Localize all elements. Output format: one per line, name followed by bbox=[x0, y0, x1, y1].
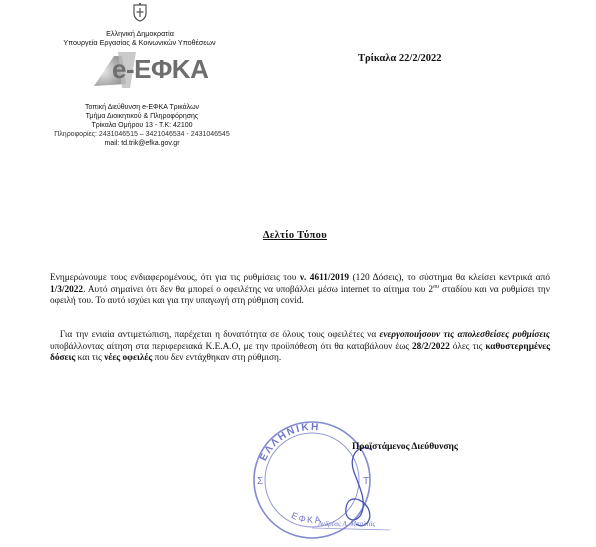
p1-law-number: ν. 4611/2019 bbox=[299, 273, 350, 283]
document-title: Δελτίο Τύπου bbox=[263, 230, 327, 241]
seal-text-right: Τ bbox=[363, 476, 370, 487]
seal-text-bottom: ΕΦΚΑ bbox=[289, 510, 324, 525]
phone-line: Πληροφορίες: 2431046515 – 3421046534 - 2431046545 bbox=[54, 131, 230, 138]
p2-text-2: υποβάλλοντας αίτηση στα περιφερειακά Κ.Ε.Α.Ο, με την προϋπόθεση ότι θα καταβάλουν έως bbox=[50, 341, 413, 352]
logo-text: e-ΕΦΚΑ bbox=[112, 54, 209, 84]
p2-text-4: και τις bbox=[75, 353, 105, 364]
document-date: Τρίκαλα 22/2/2022 bbox=[358, 53, 442, 64]
signatory-title: Προϊστάμενος Διεύθυνσης bbox=[352, 442, 458, 452]
address-line-2: Τμήμα Διοικητικού & Πληροφόρησης bbox=[85, 113, 199, 120]
p1-text-3: . Αυτό σημαίνει ότι δεν θα μπορεί ο οφειλέτης να υποβάλλει μέσω internet το αίτημα του 2 bbox=[83, 284, 433, 295]
p1-text-2: (120 Δόσεις), το σύστημα θα κλείσει κεντρικά από bbox=[349, 273, 550, 283]
p2-text-3: όλες τις bbox=[449, 341, 486, 352]
paragraph-1 bbox=[50, 273, 550, 308]
p2-new-debts: νέες οφειλές bbox=[104, 353, 153, 364]
org-line-2: Υπουργεία Εργασίας & Κοινωνικών Υποθέσεων bbox=[63, 38, 216, 47]
email-line: mail: td.trik@efka.gov.gr bbox=[104, 140, 180, 147]
p2-text-1: Για την ενιαία αντιμετώπιση, παρέχεται η δυνατότητα σε όλους τους οφειλέτες να bbox=[59, 330, 380, 340]
address-line-3: Τρίκαλα Ομήρου 13 - Τ.Κ: 42100 bbox=[91, 122, 193, 129]
p1-text-4: σταδίου και να ρυθμίσει την οφειλή του. Το αυτό ισχύει και για την υπαγωγή στη ρύθμιση covid. bbox=[50, 284, 550, 307]
seal-text-left: Σ bbox=[257, 476, 264, 487]
paragraph-2 bbox=[50, 330, 550, 365]
p1-close-date: 1/3/2022 bbox=[50, 284, 84, 295]
p2-text-5: που δεν εντάχθηκαν στη ρύθμιση. bbox=[152, 353, 282, 364]
seal-text-top: ΕΛΛΗΝΙΚΗ bbox=[258, 421, 321, 463]
seal-footer-text: Ανδρέας Α. Μπαλτάς bbox=[318, 520, 376, 528]
coat-of-arms-icon bbox=[130, 2, 150, 22]
official-seal-stamp bbox=[240, 412, 400, 542]
p2-deadline-date: 28/2/2022 bbox=[412, 341, 450, 352]
p2-overdue-installments: καθυστερημένες δόσεις bbox=[50, 341, 550, 364]
p2-reactivate-phrase: ενεργοποιήσουν τις απολεσθείσες ρυθμίσεις bbox=[379, 330, 550, 340]
org-line-1: Ελληνική Δημοκρατία bbox=[106, 29, 174, 38]
p1-text-1: Ενημερώνουμε τους ενδιαφερομένους, ότι για τις ρυθμίσεις του bbox=[50, 273, 300, 283]
address-line-1: Τοπική Διεύθυνση e-ΕΦΚΑ Τρικάλων bbox=[84, 104, 200, 111]
p1-superscript: ου bbox=[432, 283, 439, 290]
